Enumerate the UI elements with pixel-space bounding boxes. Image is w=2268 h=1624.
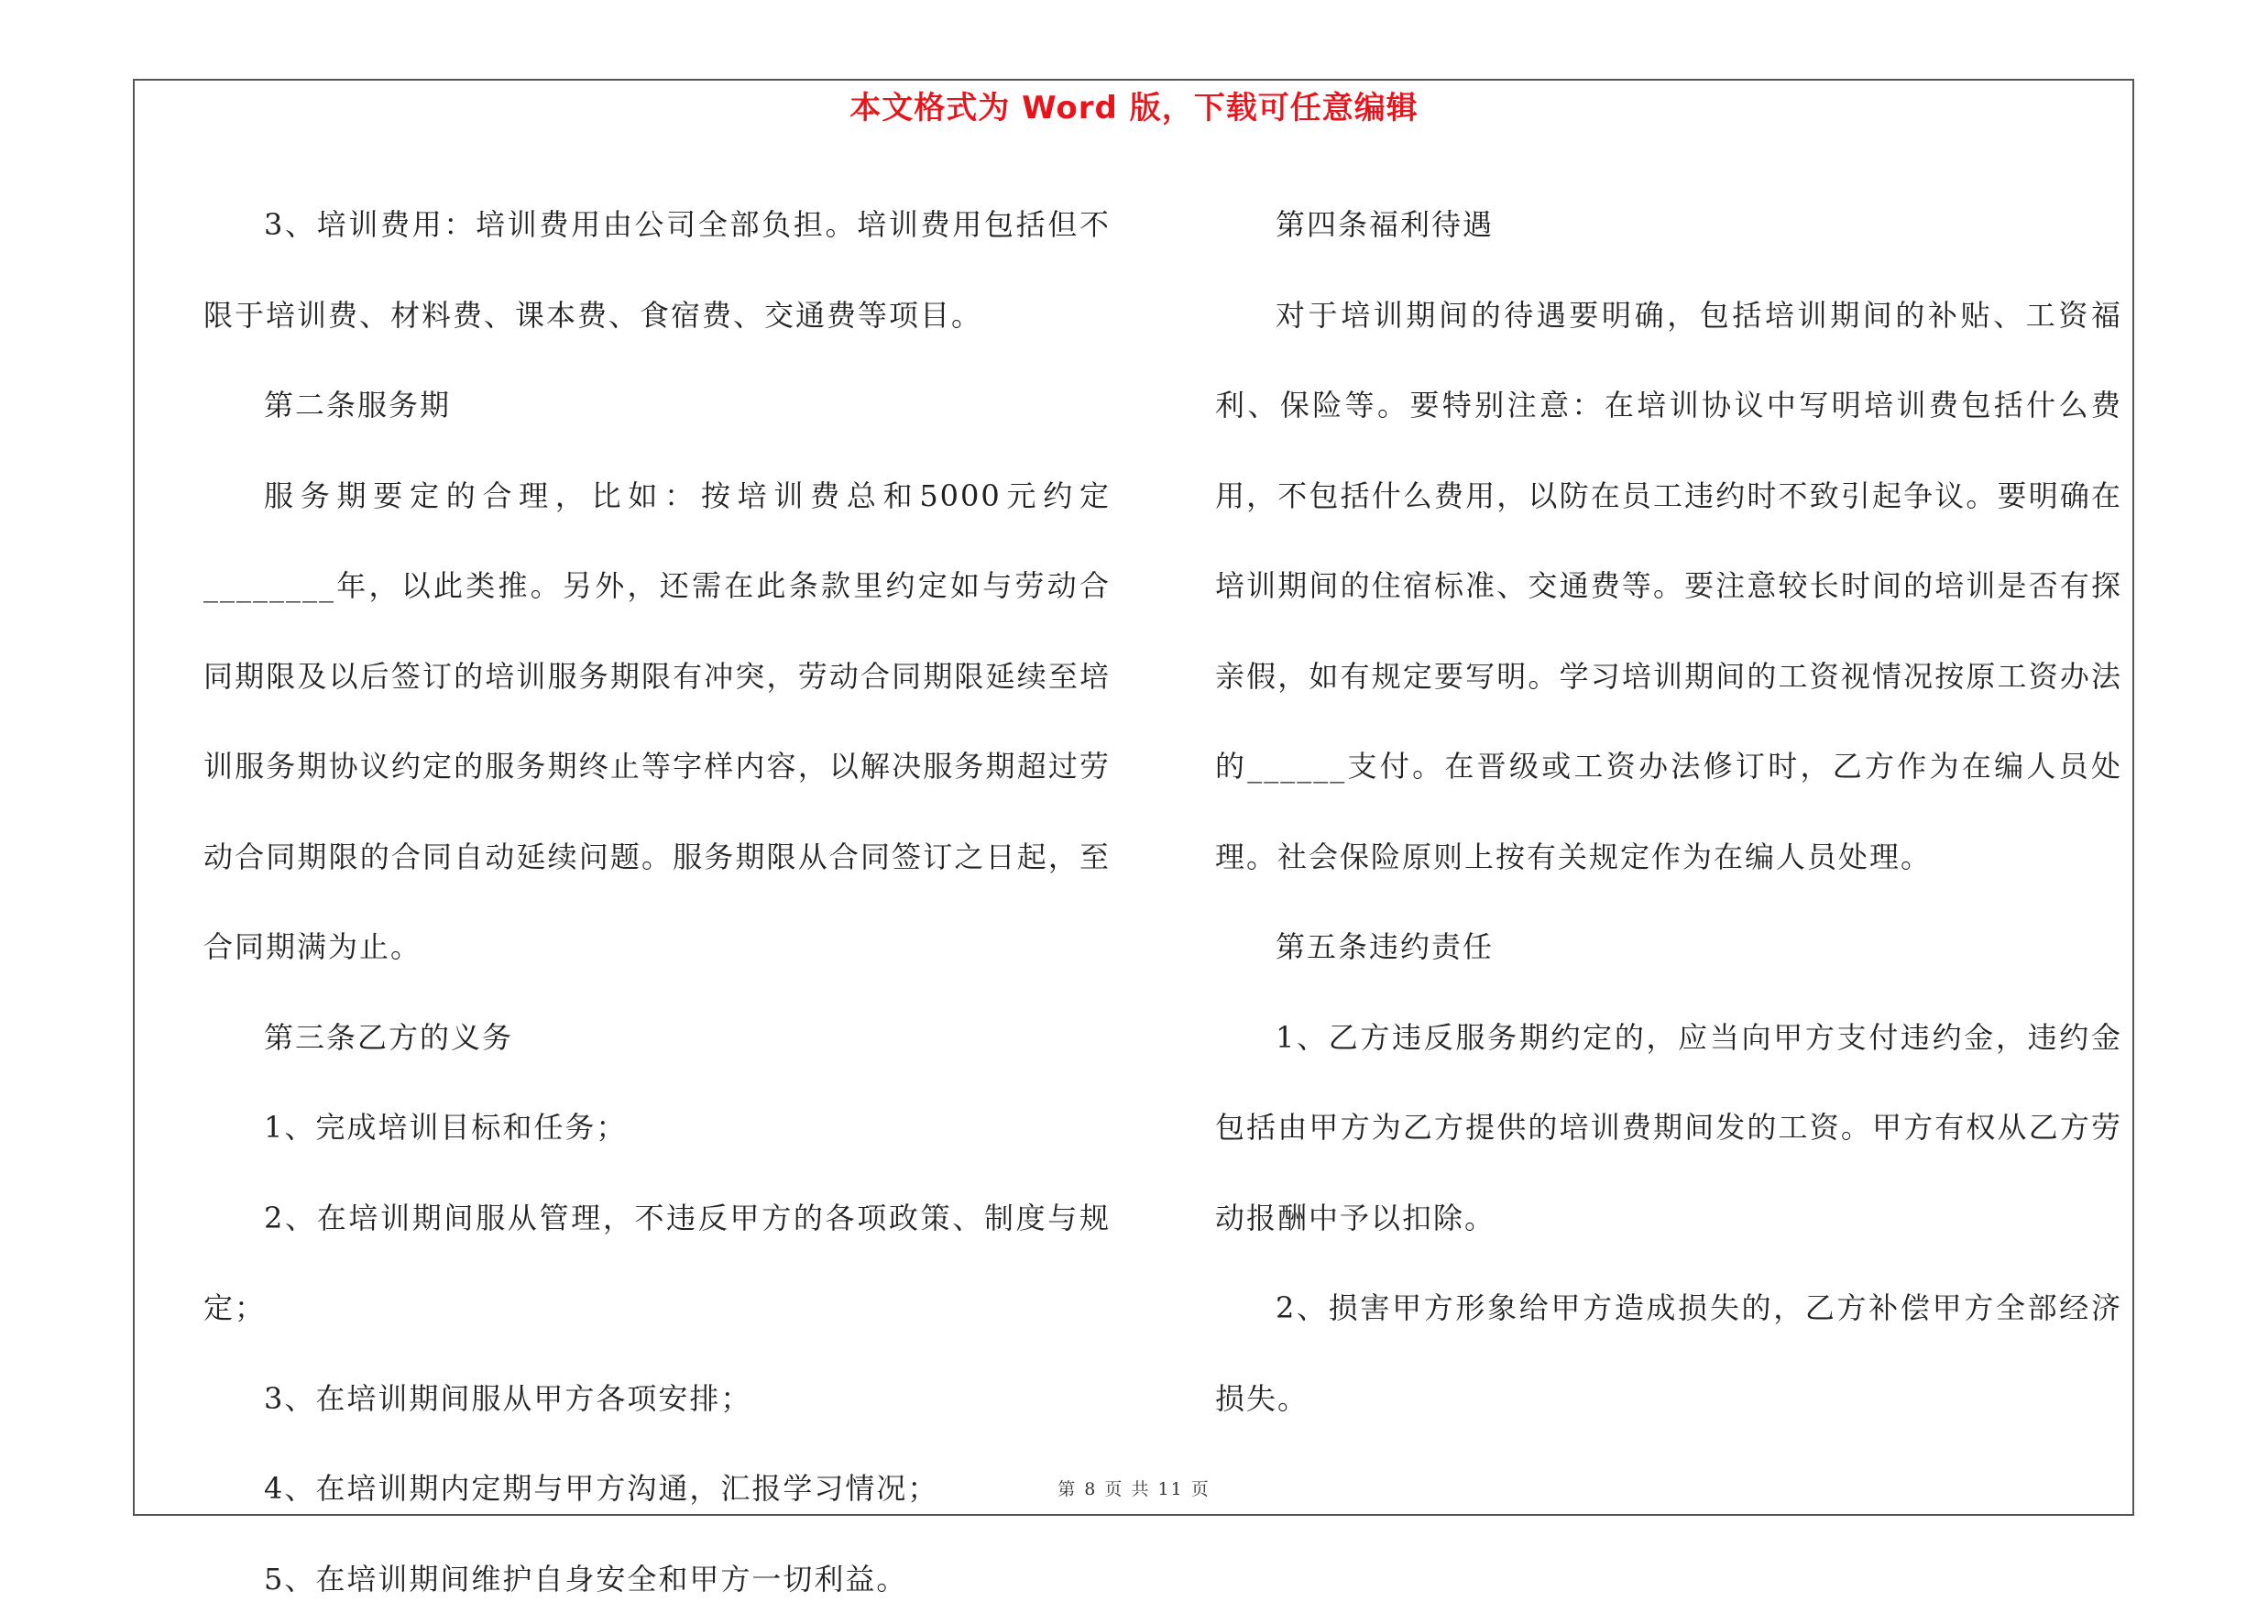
list-item-obligation-3: 3、在培训期间服从甲方各项安排； — [203, 1354, 1111, 1444]
paragraph-training-fees: 3、培训费用：培训费用由公司全部负担。培训费用包括但不限于培训费、材料费、课本费、食宿费、交通费等项目。 — [203, 180, 1111, 360]
section-heading-party-b-obligations: 第三条乙方的义务 — [203, 993, 1111, 1083]
paragraph-benefits: 对于培训期间的待遇要明确，包括培训期间的补贴、工资福利、保险等。要特别注意：在培训协议中写明培训费包括什么费用，不包括什么费用，以防在员工违约时不致引起争议。要明确在培训期间的住宿标准、交通费等。要注意较长时间的培训是否有探亲假，如有规定要写明。学习培训期间的工资视情况按原工资办法的______支付。在晋级或工资办法修订时，乙方作为在编人员处理。社会保险原则上按有关规定作为在编人员处理。 — [1215, 270, 2122, 903]
left-column — [203, 180, 1111, 1624]
paragraph-service-period: 服务期要定的合理，比如：按培训费总和5000元约定________年，以此类推。另外，还需在此条款里约定如与劳动合同期限及以后签订的培训服务期限有冲突，劳动合同期限延续至培训服务期协议约定的服务期终止等字样内容，以解决服务期超过劳动合同期限的合同自动延续问题。服务期限从合同签订之日起，至合同期满为止。 — [203, 451, 1111, 993]
list-item-breach-2: 2、损害甲方形象给甲方造成损失的，乙方补偿甲方全部经济损失。 — [1215, 1263, 2122, 1443]
section-heading-benefits: 第四条福利待遇 — [1215, 180, 2122, 270]
section-heading-service-period: 第二条服务期 — [203, 360, 1111, 451]
list-item-breach-1: 1、乙方违反服务期约定的，应当向甲方支付违约金，违约金包括由甲方为乙方提供的培训费期间发的工资。甲方有权从乙方劳动报酬中予以扣除。 — [1215, 993, 2122, 1264]
list-item-obligation-5: 5、在培训期间维护自身安全和甲方一切利益。 — [203, 1534, 1111, 1624]
right-column — [1215, 180, 2122, 1443]
list-item-obligation-4: 4、在培训期内定期与甲方沟通，汇报学习情况； — [203, 1443, 1111, 1534]
page-number-footer: 第 8 页 共 11 页 — [0, 1476, 2268, 1500]
section-heading-breach-liability: 第五条违约责任 — [1215, 902, 2122, 993]
list-item-obligation-2: 2、在培训期间服从管理，不违反甲方的各项政策、制度与规定； — [203, 1173, 1111, 1354]
document-header-notice: 本文格式为 Word 版，下载可任意编辑 — [0, 82, 2268, 127]
list-item-obligation-1: 1、完成培训目标和任务； — [203, 1082, 1111, 1173]
